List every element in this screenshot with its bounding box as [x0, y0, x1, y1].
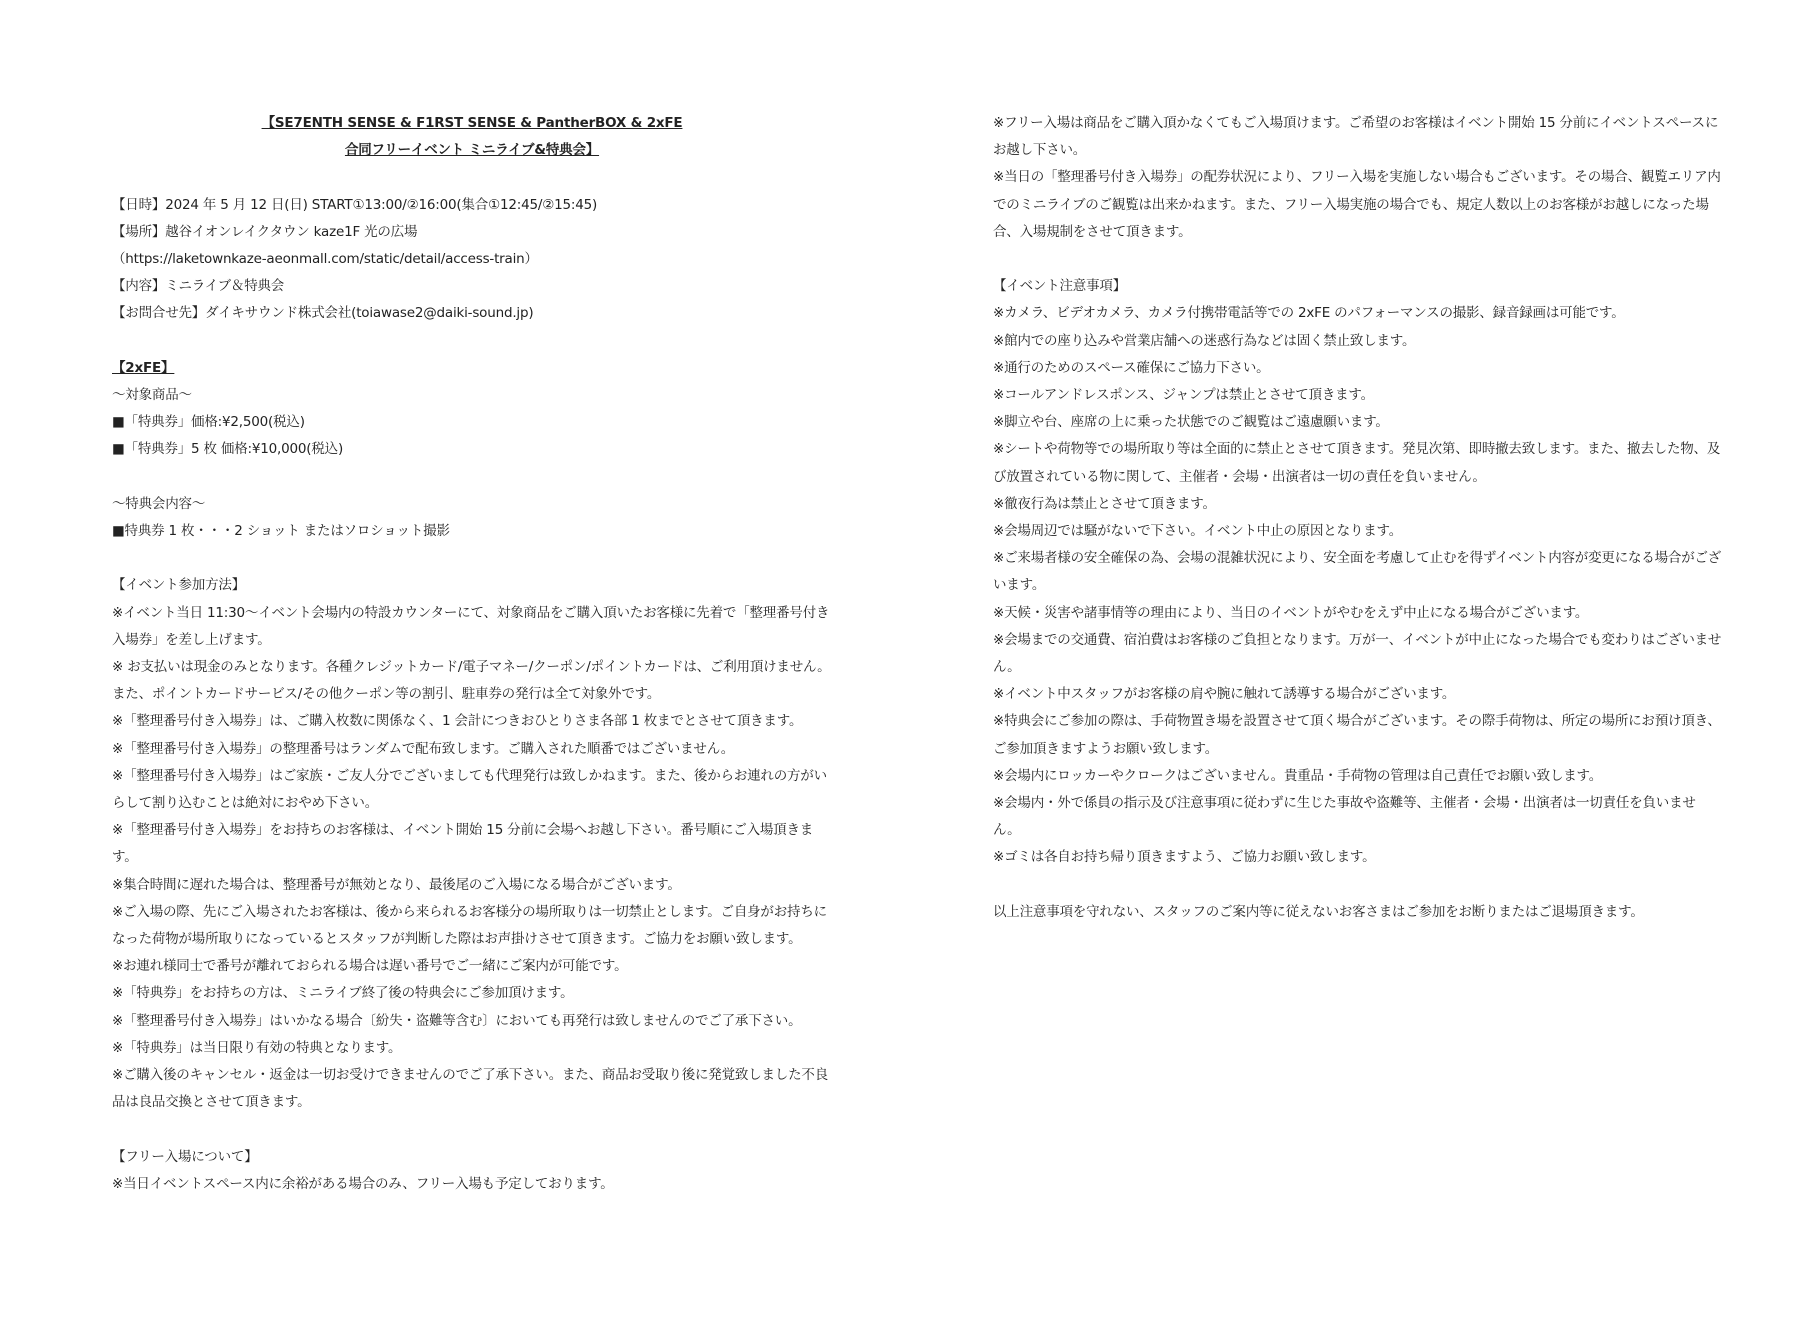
benefit-item: ■特典券 1 枚・・・2 ショット またはソロショット撮影	[112, 523, 450, 539]
participation-item: ※「整理番号付き入場券」はご家族・ご友人分でございましても代理発行は致しかねます。また、後からお連れの方がいらして割り込むことは絶対におやめ下さい。	[112, 767, 827, 812]
product-item: ■「特典券」5 枚 価格:¥10,000(税込)	[112, 441, 344, 458]
free-entry-item: ※フリー入場は商品をご購入頂かなくてもご入場頂けます。ご希望のお客様はイベント開始 15 分前にイベントスペースにお越し下さい。	[993, 115, 1719, 159]
note-item: ※コールアンドレスポンス、ジャンプは禁止とさせて頂きます。	[993, 387, 1374, 404]
note-item: ※ご来場者様の安全確保の為、会場の混雑状況により、安全面を考慮して止むを得ずイベント内容が変更になる場合がございます。	[993, 550, 1722, 594]
participation-item: ※集合時間に遅れた場合は、整理番号が無効となり、最後尾のご入場になる場合がございます。	[112, 876, 681, 893]
participation-heading: 【イベント参加方法】	[112, 577, 245, 594]
note-item: ※脚立や台、座席の上に乗った状態でのご観覧はご遠慮願います。	[993, 414, 1389, 431]
note-item: ※館内での座り込みや営業店舗への迷惑行為などは固く禁止致します。	[993, 332, 1416, 349]
participation-item: ※お連れ様同士で番号が離れておられる場合は遅い番号でご一緒にご案内が可能です。	[112, 958, 628, 975]
info-date: 【日時】2024 年 5 月 12 日(日) START①13:00/②16:00(集合①12:45/②15:45)	[112, 196, 598, 213]
participation-item: ※「特典券」をお持ちの方は、ミニライブ終了後の特典会にご参加頂けます。	[112, 985, 574, 1002]
products-heading: ～対象商品～	[112, 387, 192, 403]
participation-item: ※イベント当日 11:30～イベント会場内の特設カウンターにて、対象商品をご購入頂いたお客様に先着で「整理番号付き入場券」を差し上げます。	[112, 604, 830, 648]
info-contact: 【お問合せ先】ダイキサウンド株式会社(toiawase2@daiki-sound.jp)	[112, 305, 534, 322]
info-content: 【内容】ミニライブ＆特典会	[112, 278, 285, 295]
left-column	[112, 110, 832, 1198]
free-entry-heading: 【フリー入場について】	[112, 1148, 258, 1165]
benefit-heading: ～特典会内容～	[112, 495, 206, 512]
note-item: ※通行のためのスペース確保にご協力下さい。	[993, 359, 1270, 376]
free-entry-item: ※当日イベントスペース内に余裕がある場合のみ、フリー入場も予定しております。	[112, 1175, 614, 1192]
participation-item: ※「特典券」は当日限り有効の特典となります。	[112, 1039, 402, 1056]
group-heading: 【2xFE】	[112, 359, 175, 376]
note-item: ※会場内にロッカーやクロークはございません。貴重品・手荷物の管理は自己責任でお願い致します。	[993, 767, 1603, 784]
note-item: ※徹夜行為は禁止とさせて頂きます。	[993, 495, 1216, 512]
participation-item: ※ご購入後のキャンセル・返金は一切お受けできませんのでご了承下さい。また、商品お受取り後に発覚致しました不良品は良品交換とさせて頂きます。	[112, 1067, 829, 1111]
participation-item: ※ お支払いは現金のみとなります。各種クレジットカード/電子マネー/クーポン/ポイントカードは、ご利用頂けません。また、ポイントカードサービス/その他クーポン等の割引、駐車券の発行は全て対象外です。	[112, 659, 831, 703]
note-item: ※天候・災害や諸事情等の理由により、当日のイベントがやむをえず中止になる場合がございます。	[993, 604, 1589, 621]
participation-item: ※「整理番号付き入場券」をお持ちのお客様は、イベント開始 15 分前に会場へお越し下さい。番号順にご入場頂きます。	[112, 822, 814, 866]
info-venue-url: （https://laketownkaze-aeonmall.com/static/detail/access-train）	[112, 251, 538, 267]
participation-item: ※ご入場の際、先にご入場されたお客様は、後から来られるお客様分の場所取りは一切禁止とします。ご自身がお持ちになった荷物が場所取りになっているとスタッフが判断した際はお声掛けさせて頂きます。ご協力をお願い致します。	[112, 903, 827, 948]
event-title-line1: 【SE7ENTH SENSE & F1RST SENSE & PantherBOX & 2xFE	[261, 115, 683, 131]
product-item: ■「特典券」価格:¥2,500(税込)	[112, 414, 305, 431]
note-item: ※ゴミは各自お持ち帰り頂きますよう、ご協力お願い致します。	[993, 849, 1376, 866]
event-title-line2: 合同フリーイベント ミニライブ&特典会】	[344, 142, 600, 159]
participation-item: ※「整理番号付き入場券」の整理番号はランダムで配布致します。ご購入された順番ではございません。	[112, 740, 735, 757]
note-item: ※会場までの交通費、宿泊費はお客様のご負担となります。万が一、イベントが中止になった場合でも変わりはございません。	[993, 631, 1722, 676]
right-column	[993, 110, 1723, 926]
note-item: ※カメラ、ビデオカメラ、カメラ付携帯電話等での 2xFE のパフォーマンスの撮影、録音録画は可能です。	[993, 305, 1625, 322]
participation-item: ※「整理番号付き入場券」はいかなる場合〔紛失・盗難等含む〕においても再発行は致しませんのでご了承下さい。	[112, 1012, 802, 1029]
notes-heading: 【イベント注意事項】	[993, 278, 1126, 295]
participation-item: ※「整理番号付き入場券」は、ご購入枚数に関係なく、1 会計につきおひとりさま各部 1 枚までとさせて頂きます。	[112, 713, 803, 730]
note-item: ※シートや荷物等での場所取り等は全面的に禁止とさせて頂きます。発見次第、即時撤去致します。また、撤去した物、及び放置されている物に関して、主催者・会場・出演者は一切の責任を負いません。	[993, 441, 1721, 485]
notes-closing: 以上注意事項を守れない、スタッフのご案内等に従えないお客さまはご参加をお断りまたはご退場頂きます。	[993, 903, 1644, 920]
note-item: ※会場内・外で係員の指示及び注意事項に従わずに生じた事故や盗難等、主催者・会場・出演者は一切責任を負いません。	[993, 795, 1696, 839]
note-item: ※イベント中スタッフがお客様の肩や腕に触れて誘導する場合がございます。	[993, 686, 1456, 703]
note-item: ※会場周辺では騒がないで下さい。イベント中止の原因となります。	[993, 523, 1403, 540]
free-entry-item: ※当日の「整理番号付き入場券」の配券状況により、フリー入場を実施しない場合もございます。その場合、観覧エリア内でのミニライブのご観覧は出来かねます。また、フリー入場実施の場合でも、規定人数以上のお客様がお越しになった場合、入場規制をさせて頂きます。	[993, 169, 1721, 240]
info-venue: 【場所】越谷イオンレイクタウン kaze1F 光の広場	[112, 223, 418, 240]
note-item: ※特典会にご参加の際は、手荷物置き場を設置させて頂く場合がございます。その際手荷物は、所定の場所にお預け頂き、ご参加頂きますようお願い致します。	[993, 713, 1721, 757]
